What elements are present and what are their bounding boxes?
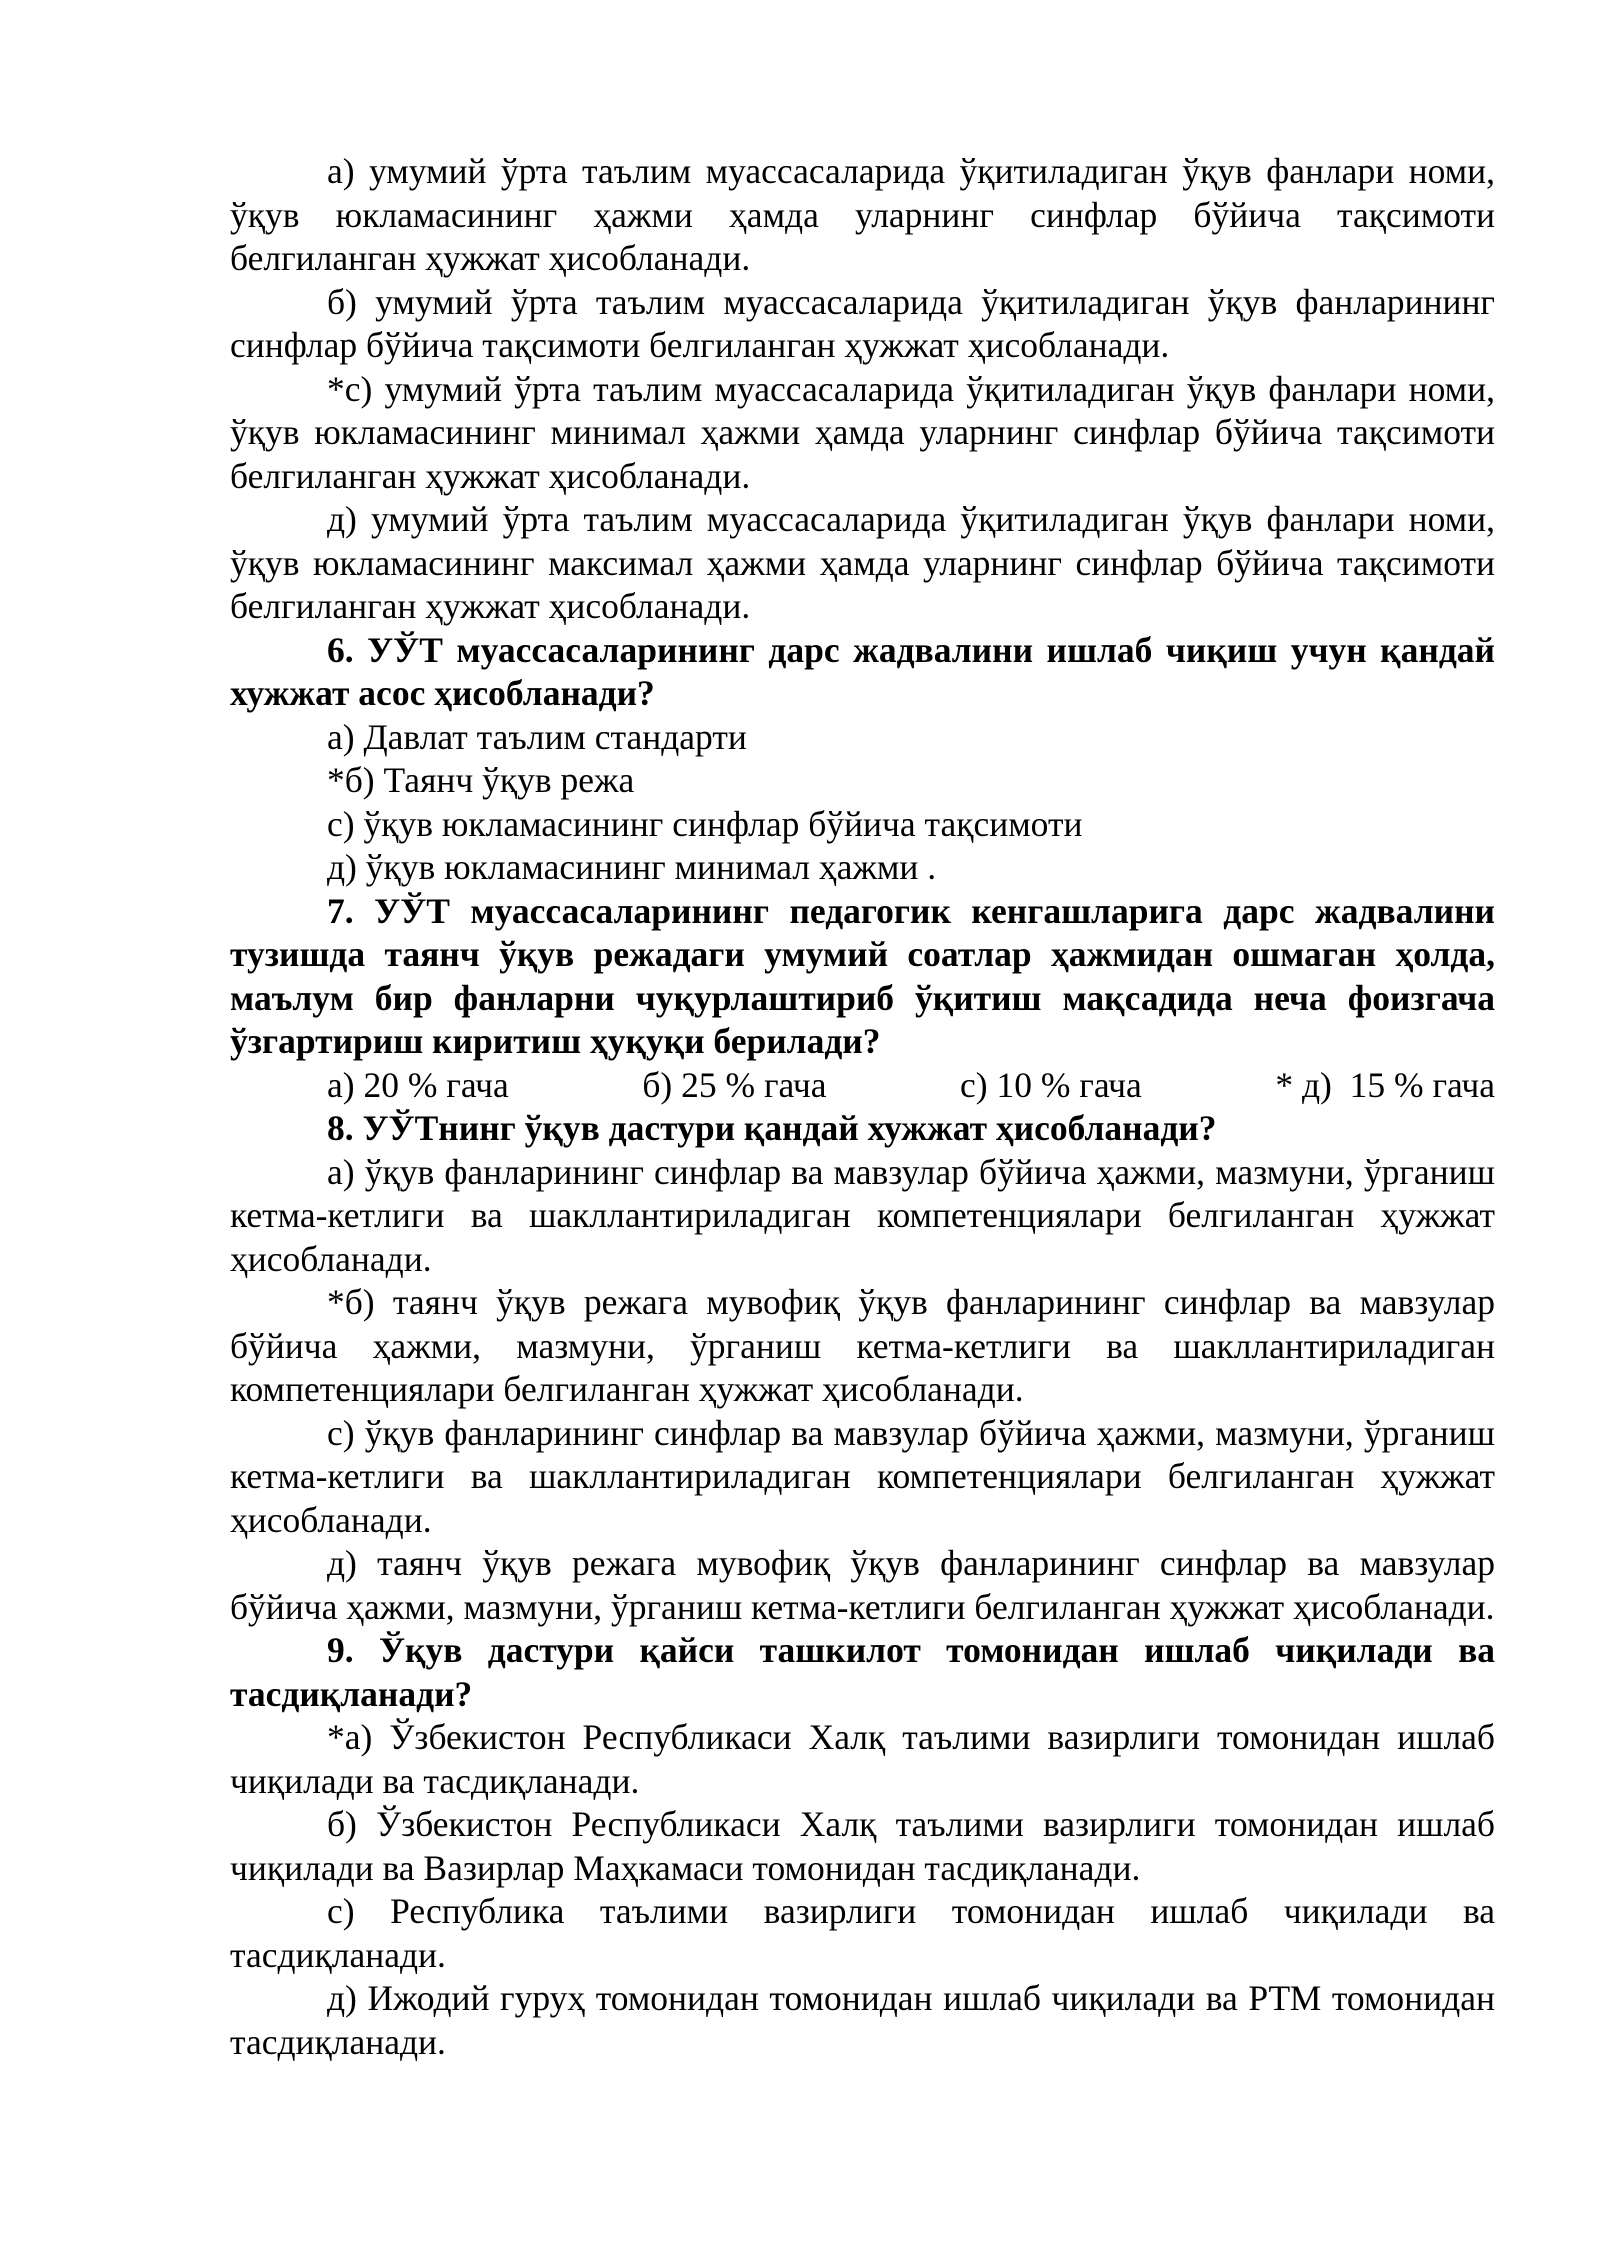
q5-option-a: а) умумий ўрта таълим муассасаларида ўқитиладиган ўқув фанлари номи, ўқув юкламасининг ҳажми ҳамда уларнинг синфлар бўйича тақсимоти белгиланган ҳужжат ҳисобланади. (230, 151, 1495, 278)
q7-option-b: б) 25 % гача (642, 1064, 827, 1105)
q6-option-a: а) Давлат таълим стандарти (327, 716, 747, 757)
q5-option-b: б) умумий ўрта таълим муассасаларида ўқитиладиган ўқув фанларининг синфлар бўйича тақсимоти белгиланган ҳужжат ҳисобланади. (230, 281, 1495, 365)
q9-option-c: с) Республика таълими вазирлиги томонидан ишлаб чиқилади ва тасдиқланади. (230, 1891, 1495, 1975)
q8-option-d: д) таянч ўқув режага мувофиқ ўқув фанларининг синфлар ва мавзулар бўйича ҳажми, мазмуни, ўрганиш кетма-кетлиги белгиланган ҳужжат ҳисобланади. (230, 1543, 1495, 1627)
q5-option-c: *с) умумий ўрта таълим муассасаларида ўқитиладиган ўқув фанлари номи, ўқув юкламасининг минимал ҳажми ҳамда уларнинг синфлар бўйича тақсимоти белгиланган ҳужжат ҳисобланади. (230, 368, 1495, 496)
q8-option-a: а) ўқув фанларининг синфлар ва мавзулар бўйича ҳажми, мазмуни, ўрганиш кетма-кетлиги ва шакллантириладиган компетенциялари белгиланган ҳужжат ҳисобланади. (230, 1151, 1495, 1279)
q7-option-c: с) 10 % гача (960, 1064, 1142, 1105)
q8-option-c: с) ўқув фанларининг синфлар ва мавзулар бўйича ҳажми, мазмуни, ўрганиш кетма-кетлиги ва шакллантириладиган компетенциялари белгиланган ҳужжат ҳисобланади. (230, 1412, 1495, 1540)
q6-question: 6. УЎТ муассасаларининг дарс жадвалини ишлаб чиқиш учун қандай хужжат асос ҳисобланади? (230, 629, 1495, 713)
q7-option-d: * д) 15 % гача (1275, 1064, 1495, 1105)
q9-option-d: д) Ижодий гуруҳ томонидан томонидан ишлаб чиқилади ва РТМ томонидан тасдиқланади. (230, 1978, 1495, 2062)
q9-question: 9. Ўқув дастури қайси ташкилот томонидан ишлаб чиқилади ва тасдиқланади? (230, 1630, 1495, 1714)
q7-option-a: а) 20 % гача (327, 1064, 509, 1105)
q8-option-b: *б) таянч ўқув режага мувофиқ ўқув фанларининг синфлар ва мавзулар бўйича ҳажми, мазмуни, ўрганиш кетма-кетлиги ва шакллантириладиган компетенциялари белгиланган ҳужжат ҳисобланади. (230, 1282, 1495, 1409)
q6-option-b: *б) Таянч ўқув режа (327, 760, 635, 800)
q7-question: 7. УЎТ муассасаларининг педагогик кенгашларига дарс жадвалини тузишда таянч ўқув режадаги умумий соатлар ҳажмидан ошмаган ҳолда, маълум бир фанларни чуқурлаштириб ўқитиш мақсадида неча фоизгача ўзгартириш киритиш ҳуқуқи берилади? (230, 890, 1495, 1061)
q6-option-c: с) ўқув юкламасининг синфлар бўйича тақсимоти (327, 803, 1083, 844)
document-page (230, 150, 1495, 2064)
q8-question: 8. УЎТнинг ўқув дастури қандай хужжат ҳисобланади? (327, 1108, 1217, 1148)
q5-option-d: д) умумий ўрта таълим муассасаларида ўқитиладиган ўқув фанлари номи, ўқув юкламасининг максимал ҳажми ҳамда уларнинг синфлар бўйича тақсимоти белгиланган ҳужжат ҳисобланади. (230, 499, 1495, 626)
q7-options-row (230, 1064, 1495, 1108)
q6-option-d: д) ўқув юкламасининг минимал ҳажми . (327, 847, 937, 887)
q9-option-a: *а) Ўзбекистон Республикаси Халқ таълими вазирлиги томонидан ишлаб чиқилади ва тасдиқланади. (230, 1717, 1495, 1801)
q9-option-b: б) Ўзбекистон Республикаси Халқ таълими вазирлиги томонидан ишлаб чиқилади ва Вазирлар Маҳкамаси томонидан тасдиқланади. (230, 1804, 1495, 1888)
